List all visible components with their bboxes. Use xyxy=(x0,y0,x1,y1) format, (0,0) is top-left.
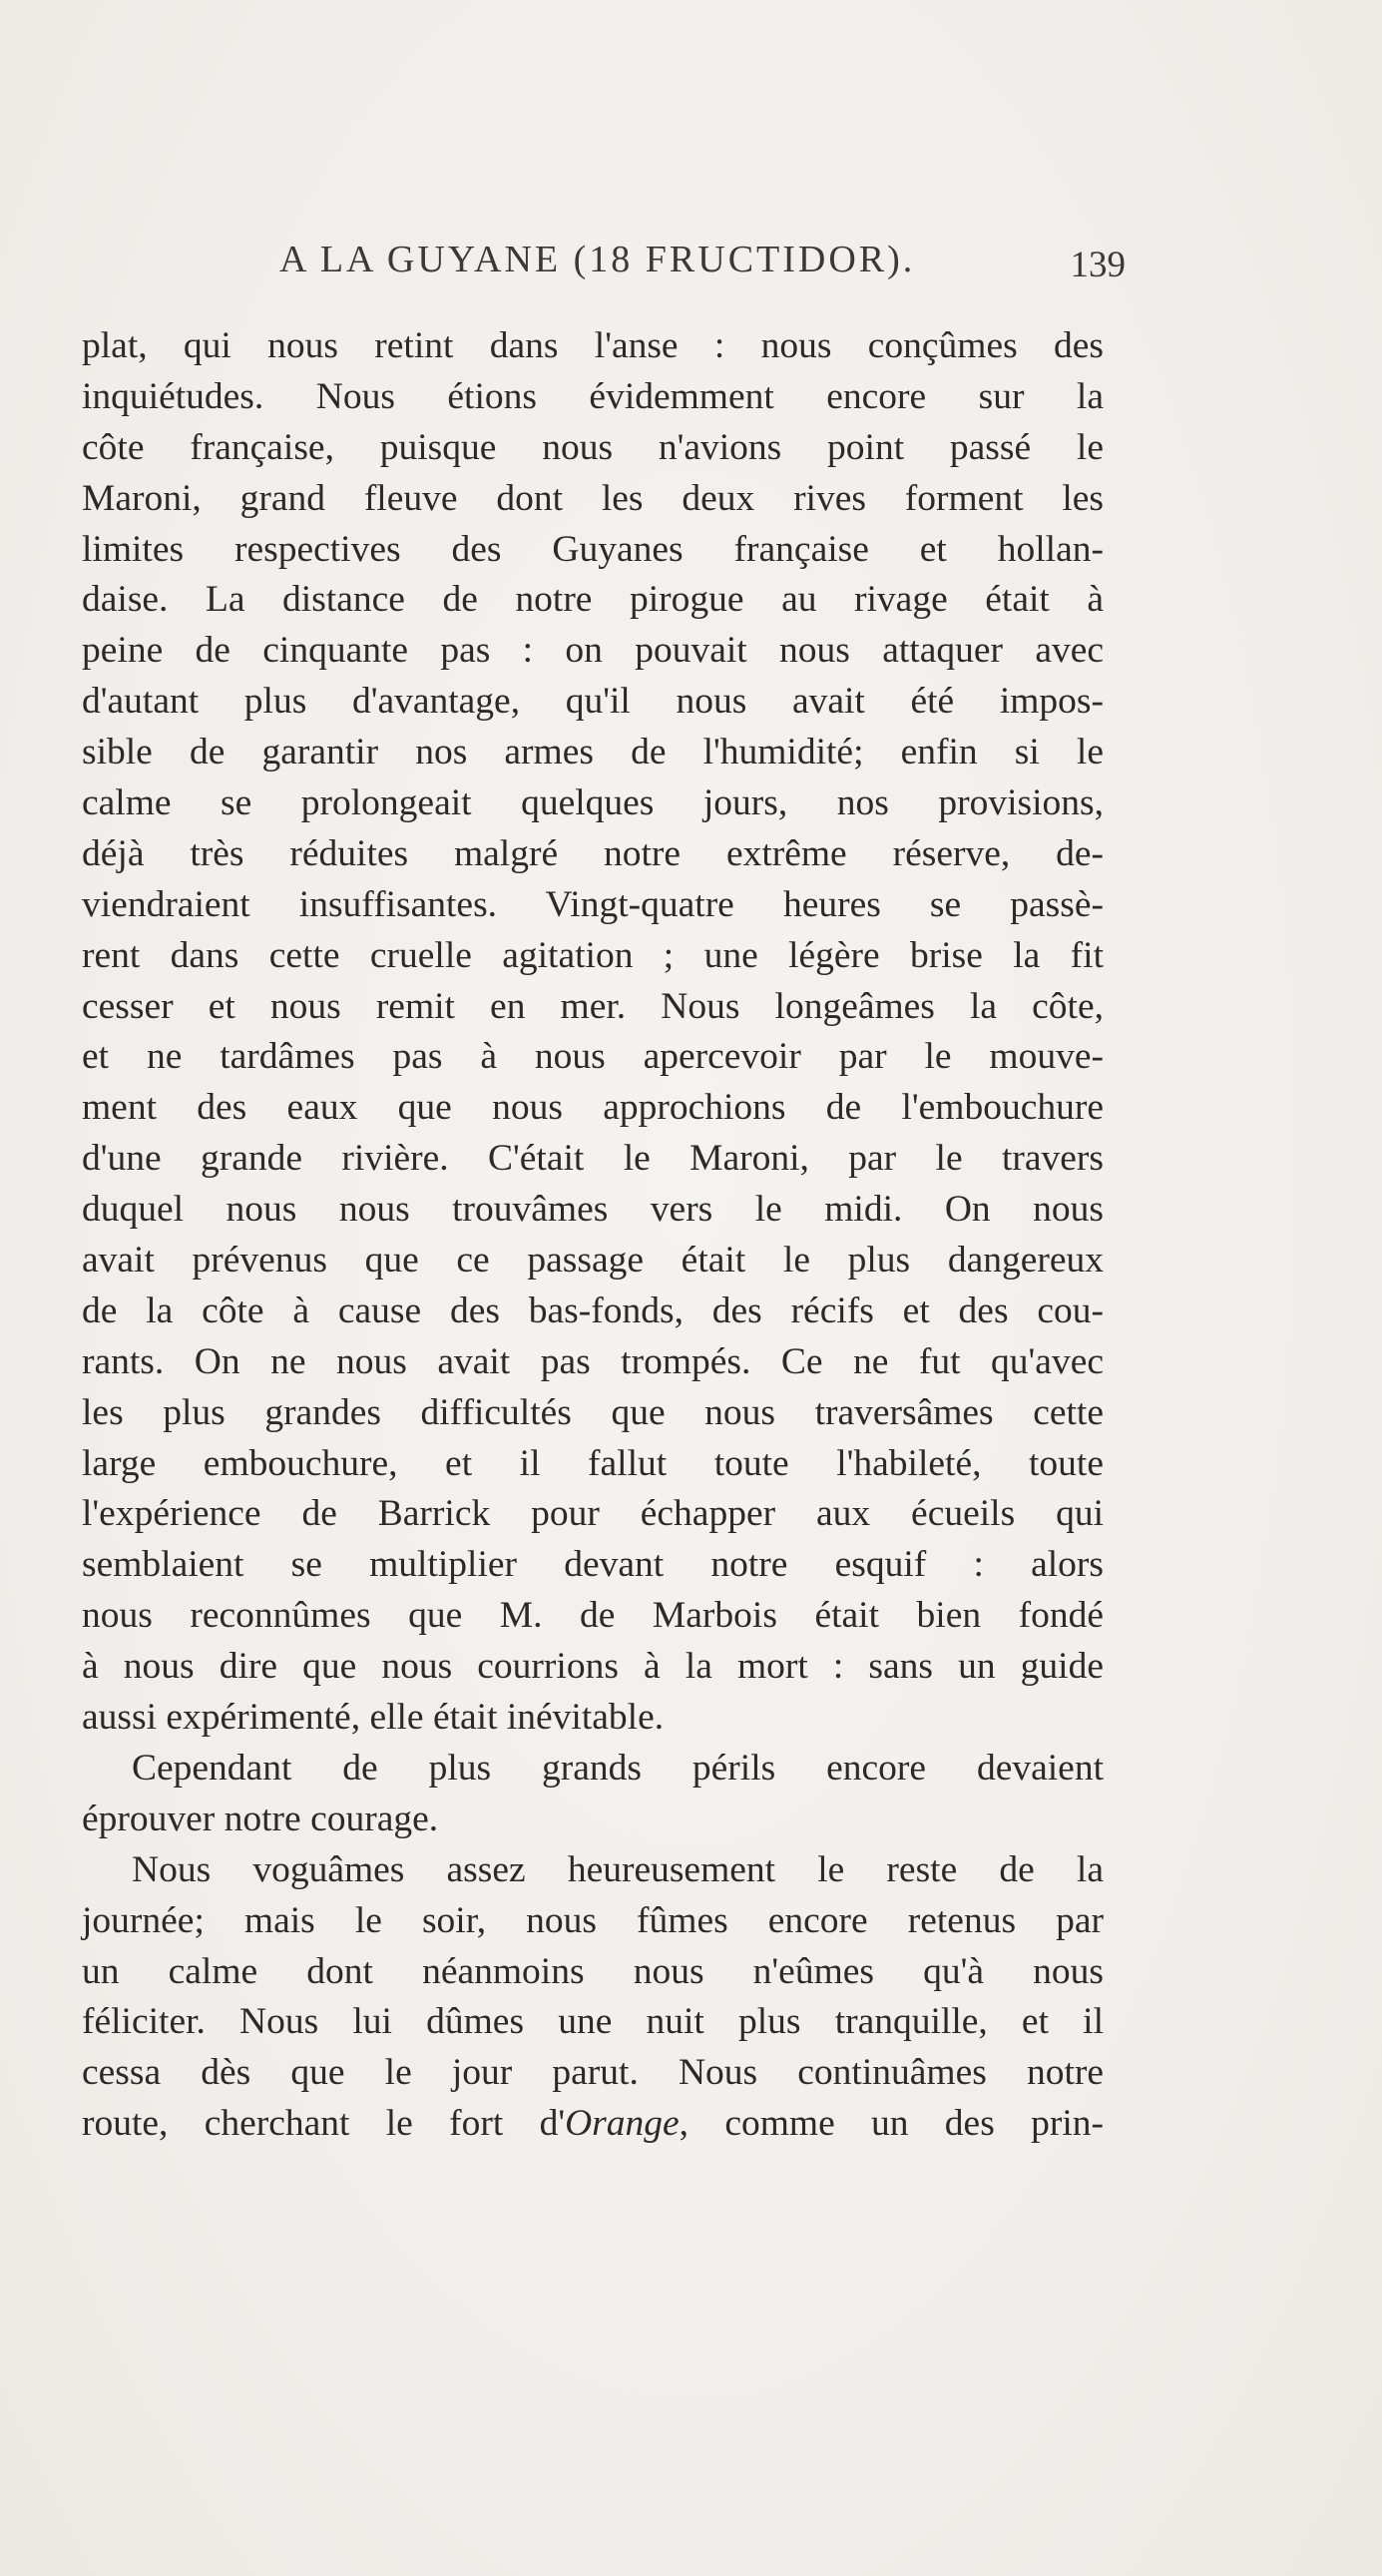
text-line: et ne tardâmes pas à nous apercevoir par le mouve- xyxy=(82,1036,1104,1078)
text-line: journée; mais le soir, nous fûmes encore retenus par xyxy=(82,1899,1104,1941)
text-line: féliciter. Nous lui dûmes une nuit plus tranquille, et il xyxy=(82,2001,1104,2043)
text-line: cesser et nous remit en mer. Nous longeâmes la côte, xyxy=(82,985,1104,1027)
text-line: rent dans cette cruelle agitation ; une légère brise la fit xyxy=(82,934,1104,976)
running-head xyxy=(279,238,1126,297)
text-line: limites respectives des Guyanes française et hollan- xyxy=(82,528,1104,570)
text-line: côte française, puisque nous n'avions point passé le xyxy=(82,426,1104,468)
text-line: large embouchure, et il fallut toute l'habileté, toute xyxy=(82,1442,1104,1484)
paragraph-2 xyxy=(82,1744,1104,1845)
text-line: inquiétudes. Nous étions évidemment encore sur la xyxy=(82,375,1104,417)
text-line: viendraient insuffisantes. Vingt-quatre heures se passè- xyxy=(82,883,1104,925)
text-line: duquel nous nous trouvâmes vers le midi. On nous xyxy=(82,1189,1104,1231)
text-line: peine de cinquante pas : on pouvait nous attaquer avec xyxy=(82,630,1104,672)
text-line: Maroni, grand fleuve dont les deux rives forment les xyxy=(82,477,1104,519)
text-line: déjà très réduites malgré notre extrême réserve, de- xyxy=(82,832,1104,874)
text-line: ment des eaux que nous approchions de l'embouchure xyxy=(82,1087,1104,1129)
text-fragment: route, cherchant le fort d' xyxy=(82,2103,566,2145)
text-line: sible de garantir nos armes de l'humidité; enfin si le xyxy=(82,732,1104,773)
text-line: un calme dont néanmoins nous n'eûmes qu'à nous xyxy=(82,1950,1104,1992)
text-line: de la côte à cause des bas-fonds, des récifs et des cou- xyxy=(82,1289,1104,1331)
text-line: cessa dès que le jour parut. Nous continuâmes notre xyxy=(82,2052,1104,2094)
text-line: daise. La distance de notre pirogue au rivage était à xyxy=(82,579,1104,621)
text-line-with-italic xyxy=(82,2099,1104,2150)
page-number: 139 xyxy=(1070,245,1126,285)
body-text xyxy=(82,321,1104,2150)
text-line: à nous dire que nous courrions à la mort : sans un guide xyxy=(82,1646,1104,1688)
text-line: d'une grande rivière. C'était le Maroni, par le travers xyxy=(82,1138,1104,1180)
text-line: éprouver notre courage. xyxy=(82,1798,439,1839)
running-title: A LA GUYANE (18 FRUCTIDOR). xyxy=(279,239,916,280)
paragraph-3 xyxy=(82,1845,1104,2150)
text-line: Nous voguâmes assez heureusement le reste de la xyxy=(132,1848,1104,1890)
text-line: plat, qui nous retint dans l'anse : nous conçûmes des xyxy=(82,325,1104,366)
text-line: semblaient se multiplier devant notre esquif : alors xyxy=(82,1544,1104,1586)
text-line: aussi expérimenté, elle était inévitable. xyxy=(82,1697,665,1739)
text-line: avait prévenus que ce passage était le plus dangereux xyxy=(82,1240,1104,1282)
text-line: calme se prolongeait quelques jours, nos provisions, xyxy=(82,782,1104,824)
text-line: l'expérience de Barrick pour échapper aux écueils qui xyxy=(82,1493,1104,1535)
text-line: nous reconnûmes que M. de Marbois était bien fondé xyxy=(82,1595,1104,1637)
paragraph-1 xyxy=(82,321,1104,1744)
text-fragment: , comme un des prin- xyxy=(679,2103,1104,2145)
text-line: rants. On ne nous avait pas trompés. Ce ne fut qu'avec xyxy=(82,1340,1104,1382)
text-line: Cependant de plus grands périls encore devaient xyxy=(132,1747,1104,1789)
text-line: d'autant plus d'avantage, qu'il nous avait été impos- xyxy=(82,681,1104,723)
italic-place-name: Orange xyxy=(565,2103,680,2145)
text-line: les plus grandes difficultés que nous traversâmes cette xyxy=(82,1391,1104,1433)
